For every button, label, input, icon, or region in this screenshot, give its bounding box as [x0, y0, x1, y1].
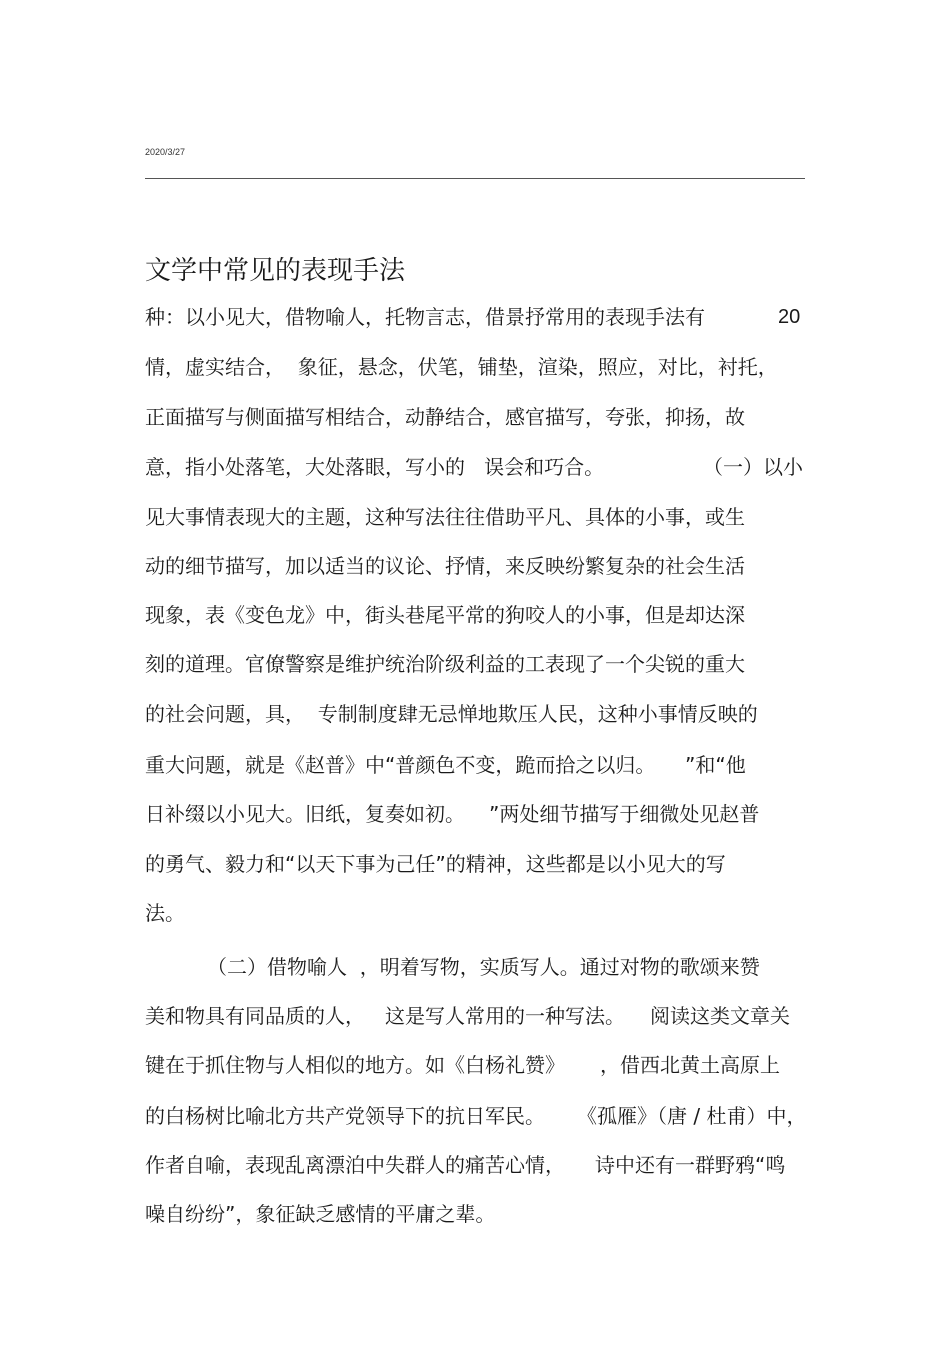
- text-segment: 的社会问题，具， 专制制度肆无忌惮地欺压人民，这种小事情反映的: [145, 702, 758, 726]
- text-line-4: [145, 450, 805, 484]
- text-segment: 的勇气、毅力和“以天下事为己任”的精神，这些都是以小见大的写: [145, 852, 726, 876]
- text-segment: 这是写人常用的一种写法。: [385, 1004, 625, 1028]
- text-segment: 动的细节描写，加以适当的议论、抒情，来反映纷繁复杂的社会生活: [145, 554, 745, 578]
- text-segment: 重大问题，就是《赵普》中“普颜色不变，跪而拾之以归。: [145, 753, 656, 777]
- text-line-1: [145, 300, 705, 334]
- text-segment: 的白杨树比喻北方共产党领导下的抗日军民。: [145, 1104, 545, 1128]
- document-title: 文学中常见的表现手法: [145, 256, 406, 286]
- text-segment: 阅读这类文章关: [650, 1004, 790, 1028]
- text-segment: 情，虚实结合， 象征，悬念，伏笔，铺垫，渲染，照应，对比，衬托，: [145, 355, 778, 379]
- text-line-9: [145, 697, 758, 731]
- text-segment: ”和“他: [685, 753, 746, 777]
- text-segment: 《孤雁》（唐 / 杜甫）中，: [577, 1104, 807, 1128]
- text-line-7: [145, 598, 745, 632]
- text-line-15: [145, 999, 805, 1033]
- text-segment: 美和物具有同品质的人，: [145, 1004, 365, 1028]
- text-line-8: [145, 647, 745, 681]
- text-line-2: [145, 350, 778, 384]
- text-line-10: [145, 748, 805, 782]
- text-line-13: [145, 896, 185, 930]
- document-date: 2020/3/27: [145, 147, 186, 157]
- text-segment: 噪自纷纷”，象征缺乏感情的平庸之辈。: [145, 1202, 496, 1226]
- count-number: 20: [778, 306, 801, 328]
- text-segment: 见大事情表现大的主题，这种写法往往借助平凡、具体的小事，或生: [145, 505, 745, 529]
- text-line-12: [145, 847, 726, 881]
- text-segment: 种：以小见大，借物喻人，托物言志，借景抒常用的表现手法有: [145, 305, 705, 329]
- text-line-17: [145, 1099, 805, 1133]
- text-line-6: [145, 549, 745, 583]
- text-segment: 法。: [145, 901, 185, 925]
- text-line-19: [145, 1197, 495, 1231]
- text-segment: 刻的道理。官僚警察是维护统治阶级利益的工表现了一个尖锐的重大: [145, 652, 745, 676]
- text-line-16: [145, 1048, 805, 1082]
- text-segment: 键在于抓住物与人相似的地方。如《白杨礼赞》: [145, 1053, 565, 1077]
- text-line-3: [145, 400, 745, 434]
- header-rule: [145, 178, 805, 179]
- text-line-14: [207, 950, 760, 984]
- text-line-11: [145, 797, 805, 831]
- text-segment: 正面描写与侧面描写相结合，动静结合，感官描写，夸张，抑扬，故: [145, 405, 745, 429]
- text-segment: 诗中还有一群野鸦“鸣: [595, 1153, 786, 1177]
- text-line-18: [145, 1148, 805, 1182]
- text-segment: 意，指小处落笔，大处落眼，写小的 误会和巧合。: [145, 455, 605, 479]
- text-segment: 作者自喻，表现乱离漂泊中失群人的痛苦心情，: [145, 1153, 565, 1177]
- text-line-5: [145, 500, 745, 534]
- text-segment: （一）以小: [703, 455, 803, 479]
- text-segment: （二）借物喻人 ，明着写物，实质写人。通过对物的歌颂来赞: [207, 955, 760, 979]
- text-segment: ”两处细节描写于细微处见赵普: [489, 802, 760, 826]
- text-segment: ，借西北黄土高原上: [600, 1053, 780, 1077]
- text-segment: 日补缀以小见大。旧纸，复奏如初。: [145, 802, 465, 826]
- text-segment: 现象，表《变色龙》中，街头巷尾平常的狗咬人的小事，但是却达深: [145, 603, 745, 627]
